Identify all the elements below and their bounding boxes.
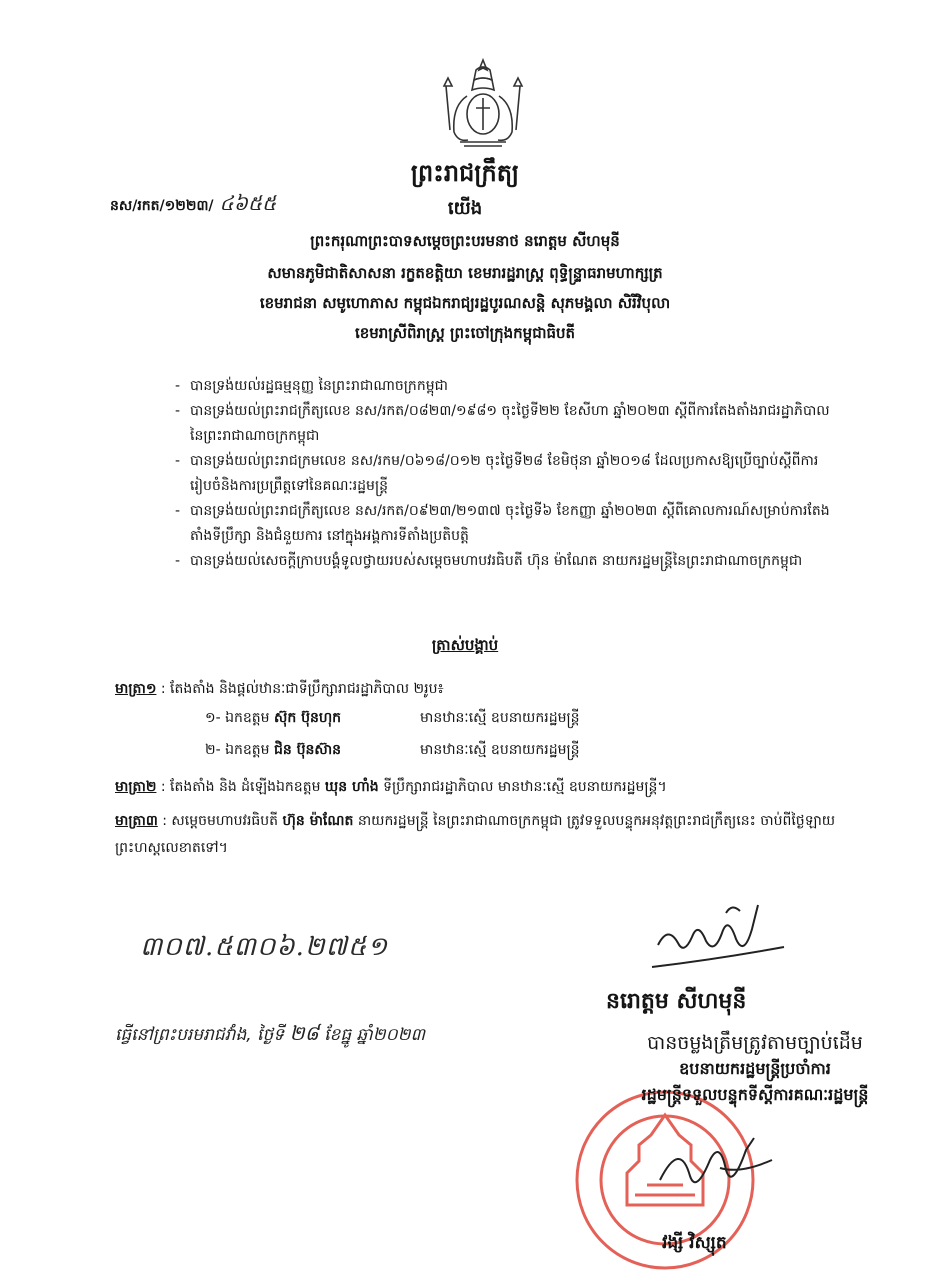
king-title-line-1: ព្រះករុណាព្រះបាទសម្តេចព្រះបរមនាថ នរោត្តម សីហមុនី xyxy=(310,232,620,250)
king-title-line-2: សមានភូមិជាតិសាសនា រក្ខតខត្តិយា ខេមរារដ្ឋរាស្ត្រ ពុទ្ធិន្ទ្រាធរាមហាក្សត្រ xyxy=(267,264,663,282)
article-2-name: ឃុន ហាំង xyxy=(324,779,379,795)
place-date-day: ២៨ xyxy=(289,1021,319,1045)
article-2-text-b: ទីប្រឹក្សារាជរដ្ឋាភិបាល មានឋានៈស្មើ ឧបនាយករដ្ឋមន្ត្រី។ xyxy=(383,779,667,795)
place-and-date xyxy=(115,1020,425,1050)
recital-item: - បានទ្រង់យល់ព្រះរាជក្រមលេខ នស/រកម/០៦១៨/០១២ ចុះថ្ងៃទី២៨ ខែមិថុនា ឆ្នាំ២០១៨ ដែលប្រកាសឱ្យប្រើច្បាប់ស្តីពីការរៀបចំនិងការប្រព្រឹត្តទៅនៃគណៈរដ្ឋមន្ត្រី xyxy=(175,449,840,499)
article-1-text: : តែងតាំង និងផ្តល់ឋានៈជាទីប្រឹក្សារាជរដ្ឋាភិបាល ២រូប៖ xyxy=(160,681,444,697)
place-date-year: ឆ្នាំ២០២៣ xyxy=(356,1025,426,1045)
decree-title: ព្រះរាជក្រឹត្យ xyxy=(410,159,520,187)
article-3-text-a: : សម្តេចមហាបវរធិបតី xyxy=(162,813,279,829)
royal-emblem-icon xyxy=(440,56,526,152)
decree-heading: ត្រាស់បង្គាប់ xyxy=(431,636,499,654)
document-number-handwritten: ៤៦៥៥ xyxy=(219,191,277,215)
certification-line-1: បានចម្លងត្រឹមត្រូវតាមច្បាប់ដើម xyxy=(647,1032,863,1054)
person-number: ២- ឯកឧត្តម xyxy=(205,742,270,758)
person-rank: មានឋានៈស្មើ ឧបនាយករដ្ឋមន្ត្រី xyxy=(420,742,580,758)
place-date-text: ធ្វើនៅព្រះបរមរាជវាំង, ថ្ងៃទី xyxy=(115,1025,285,1045)
article-3-text-b: នាយករដ្ឋមន្ត្រី នៃព្រះរាជាណាចក្រកម្ពុជា ត្រូវទទួលបន្ទុកអនុវត្តព្រះរាជក្រឹត្យនេះ ចាប់ពីថ្ងៃឡាយព្រះហស្តលេខាតទៅ។ xyxy=(115,813,836,856)
recitals-list xyxy=(175,374,840,574)
recital-item: - បានទ្រង់យល់ព្រះរាជក្រឹត្យលេខ នស/រកត/០៨២៣/១៩៨១ ចុះថ្ងៃទី២២ ខែសីហា ឆ្នាំ២០២៣ ស្តីពីការតែងតាំងរាជរដ្ឋាភិបាលនៃព្រះរាជាណាចក្រកម្ពុជា xyxy=(175,399,840,449)
article-2 xyxy=(115,774,850,801)
handwritten-lunar-date: ៣០៧.៥៣០៦.២៧៥១ xyxy=(140,932,389,962)
king-signature xyxy=(648,885,788,975)
recital-item: - បានទ្រង់យល់សេចក្តីក្រាបបង្គំទូលថ្វាយរបស់សម្តេចមហាបវរធិបតី ហ៊ុន ម៉ាណែត នាយករដ្ឋមន្ត្រីនៃព្រះរាជាណាចក្រកម្ពុជា xyxy=(175,549,840,574)
we-heading: យើង xyxy=(447,198,483,219)
document-number-prefix: នស/រកត/១២២៣/ xyxy=(110,198,214,214)
recital-item: - បានទ្រង់យល់ព្រះរាជក្រឹត្យលេខ នស/រកត/០៩២៣/២១៣៧ ចុះថ្ងៃទី៦ ខែកញ្ញា ឆ្នាំ២០២៣ ស្តីពីគោលការណ៍សម្រាប់ការតែងតាំងទីប្រឹក្សា និងជំនួយការ នៅក្នុងអង្គការទីតាំងប្រតិបត្តិ xyxy=(175,499,840,549)
person-name: ស៊ុក ប៊ុនហុក xyxy=(273,710,342,726)
article-3-name: ហ៊ុន ម៉ាណែត xyxy=(282,813,354,829)
article-2-text-a: : តែងតាំង និង ដំឡើងឯកឧត្តម xyxy=(160,779,321,795)
article-3-label: មាត្រា៣ xyxy=(115,813,158,829)
article-1-label: មាត្រា១ xyxy=(115,681,157,697)
certification-line-2: ឧបនាយករដ្ឋមន្ត្រីប្រចាំការ xyxy=(679,1059,831,1078)
article-2-label: មាត្រា២ xyxy=(115,779,157,795)
certification-block xyxy=(575,1030,930,1108)
person-number: ១- ឯកឧត្តម xyxy=(205,710,270,726)
king-title-line-3: ខេមរាជនា សមូហោភាស កម្ពុជឯករាជ្យរដ្ឋបូរណសន្តិ សុភមង្គលា សិរីវិបុលា xyxy=(259,294,671,312)
article-3 xyxy=(115,808,850,862)
king-title-line-4: ខេមរាស្រីពិរាស្ត្រ ព្រះចៅក្រុងកម្ពុជាធិបតី xyxy=(354,324,576,342)
certification-line-3: រដ្ឋមន្ត្រីទទួលបន្ទុកទីស្តីការគណៈរដ្ឋមន្ត្រី xyxy=(641,1085,869,1104)
recital-item: - បានទ្រង់យល់រដ្ឋធម្មនុញ្ញ នៃព្រះរាជាណាចក្រកម្ពុជា xyxy=(175,374,840,399)
minister-name: វង្សី វិស្សុត xyxy=(662,1233,727,1253)
person-rank: មានឋានៈស្មើ ឧបនាយករដ្ឋមន្ត្រី xyxy=(420,710,580,726)
person-name: ជិន ប៊ុនស៊ាន xyxy=(273,742,342,758)
article-1-person-2 xyxy=(205,740,341,761)
article-1 xyxy=(115,676,850,703)
place-date-month: ខែធ្នូ xyxy=(324,1025,352,1045)
article-1-person-1 xyxy=(205,708,341,729)
minister-signature xyxy=(650,1130,780,1200)
signer-name: នរោត្តម សីហមុនី xyxy=(606,989,747,1014)
